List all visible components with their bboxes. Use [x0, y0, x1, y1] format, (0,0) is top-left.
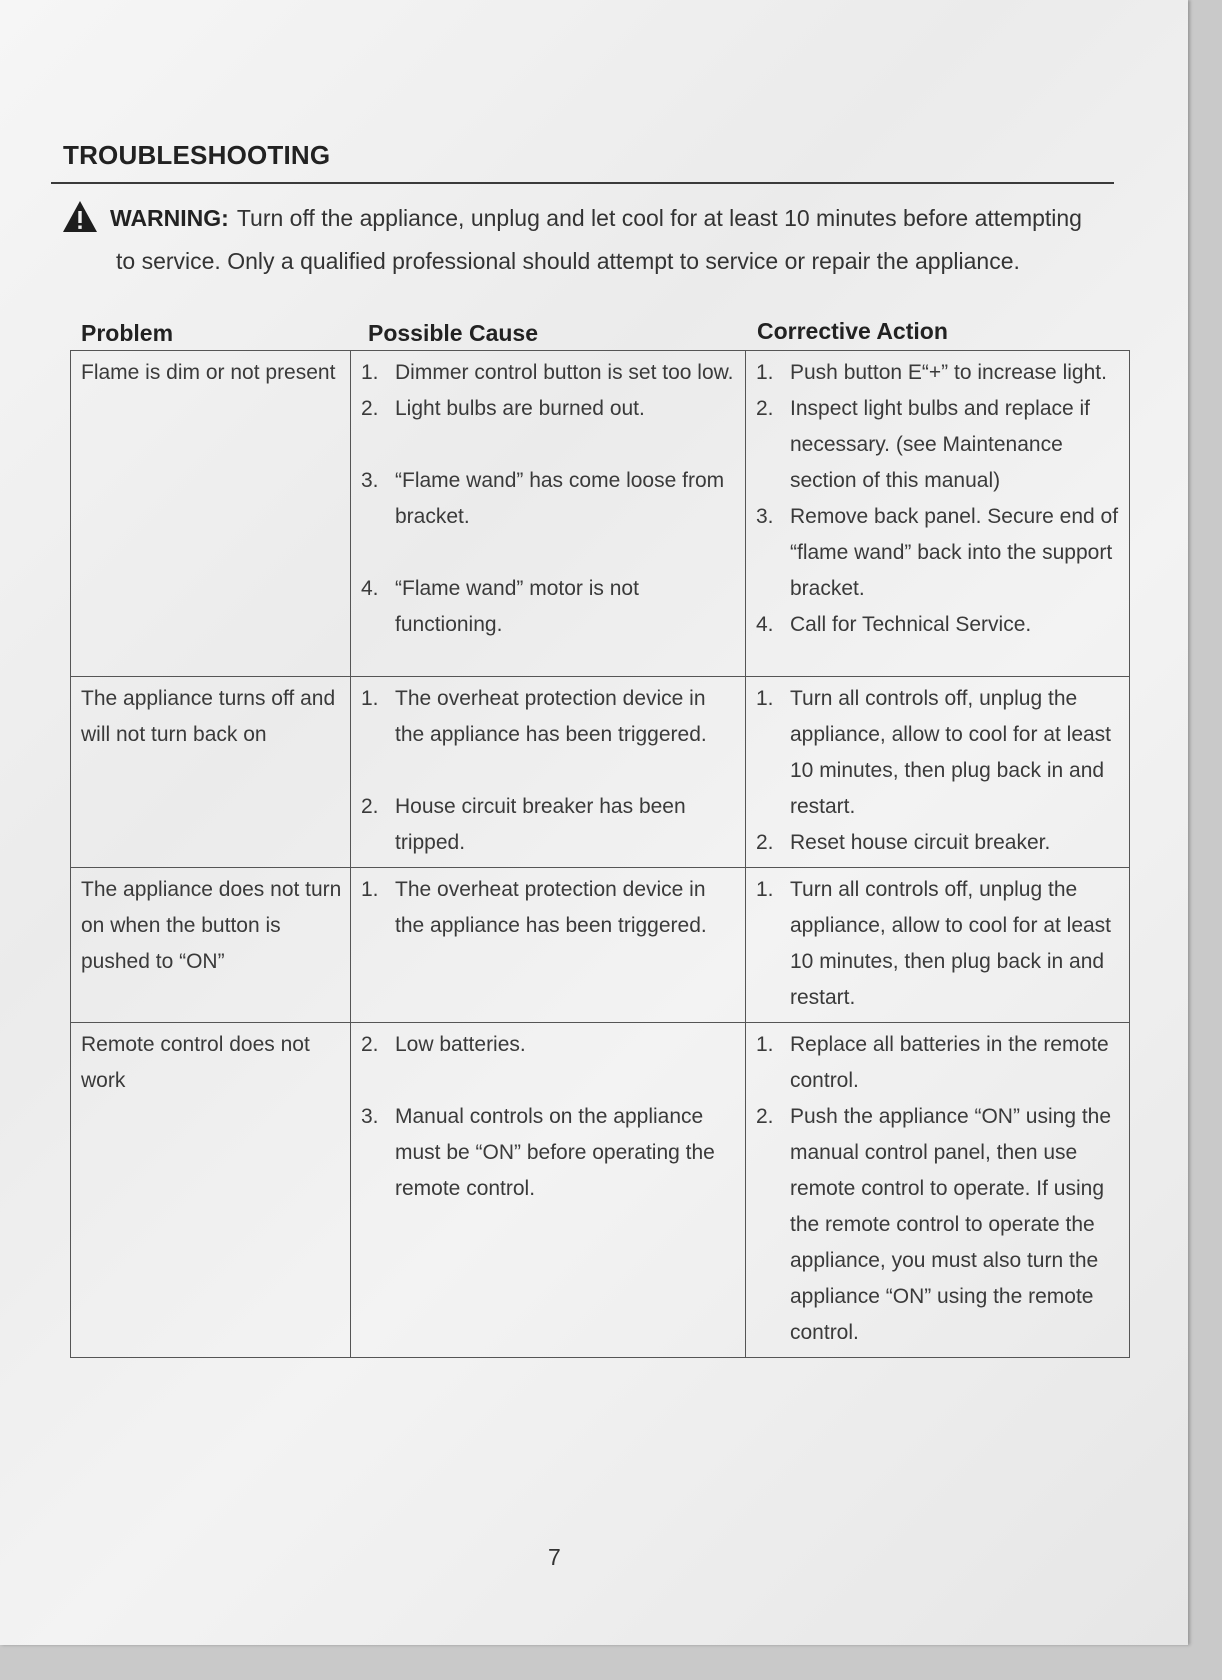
item-number: 1. [756, 878, 774, 901]
header-corrective-action: Corrective Action [757, 318, 948, 344]
item-text: Turn all controls off, unplug the appliance, allow to cool for at least 10 minutes, then plug back in and restart. [790, 878, 1112, 1009]
list-item [756, 391, 1121, 499]
item-text: The overheat protection device in the appliance has been triggered. [395, 687, 707, 746]
action-cell [746, 677, 1130, 868]
cause-cell [351, 677, 746, 868]
item-number: 1. [756, 361, 774, 384]
problem-cell: Remote control does not work [71, 1023, 351, 1358]
item-text: Inspect light bulbs and replace if necessary. (see Maintenance section of this manual) [790, 397, 1091, 492]
item-number: 3. [361, 1105, 379, 1128]
warning-text-1: Turn off the appliance, unplug and let cool for at least 10 minutes before attempting [236, 205, 1082, 231]
cause-cell [351, 1023, 746, 1358]
item-number: 2. [756, 831, 774, 854]
list-item [361, 355, 737, 391]
list-item [361, 1027, 737, 1063]
item-text: Manual controls on the appliance must be “ON” before operating the remote control. [395, 1105, 715, 1200]
problem-cell: The appliance does not turn on when the button is pushed to “ON” [71, 868, 351, 1023]
list-item [756, 681, 1121, 825]
warning-line-1 [110, 205, 1082, 232]
cause-cell [351, 868, 746, 1023]
table-row [71, 1023, 1130, 1358]
item-text: Push the appliance “ON” using the manual control panel, then use remote control to operate. If using the remote control to operate the appliance, you must also turn the appliance “ON” using the remote control. [790, 1105, 1112, 1344]
item-text: Push button E“+” to increase light. [790, 361, 1107, 384]
item-number: 3. [756, 505, 774, 528]
list-item [361, 571, 737, 643]
list-item [756, 1099, 1121, 1351]
list-item [361, 789, 737, 861]
warning-label: WARNING: [110, 205, 229, 231]
item-text: Low batteries. [395, 1033, 526, 1056]
item-number: 1. [361, 878, 379, 901]
header-problem: Problem [81, 320, 174, 346]
warning-icon [62, 200, 98, 233]
item-text: “Flame wand” motor is not functioning. [395, 577, 639, 636]
action-cell [746, 1023, 1130, 1358]
list-item [361, 463, 737, 535]
item-number: 2. [756, 397, 774, 420]
item-text: Remove back panel. Secure end of “flame wand” back into the support bracket. [790, 505, 1119, 600]
item-text: House circuit breaker has been tripped. [395, 795, 686, 854]
item-text: “Flame wand” has come loose from bracket. [395, 469, 725, 528]
action-cell [746, 351, 1130, 677]
item-number: 2. [361, 397, 379, 420]
item-number: 1. [361, 687, 379, 710]
page-heading: TROUBLESHOOTING [63, 140, 331, 170]
item-number: 3. [361, 469, 379, 492]
item-number: 1. [756, 687, 774, 710]
cause-cell [351, 351, 746, 677]
table-row [71, 677, 1130, 868]
item-number: 4. [756, 613, 774, 636]
troubleshooting-table [70, 350, 1130, 1358]
list-item [756, 825, 1121, 861]
item-number: 1. [361, 361, 379, 384]
header-possible-cause: Possible Cause [368, 320, 539, 346]
problem-cell: Flame is dim or not present [71, 351, 351, 677]
list-item [756, 355, 1121, 391]
list-item [361, 872, 737, 944]
item-number: 2. [756, 1105, 774, 1128]
list-item [756, 1027, 1121, 1099]
warning-line-2: to service. Only a qualified professional should attempt to service or repair the appliance. [116, 248, 1020, 274]
problem-cell: The appliance turns off and will not turn back on [71, 677, 351, 868]
item-number: 2. [361, 795, 379, 818]
table-row [71, 351, 1130, 677]
list-item [756, 872, 1121, 1016]
heading-rule [51, 182, 1114, 184]
list-item [361, 681, 737, 753]
item-number: 1. [756, 1033, 774, 1056]
item-text: The overheat protection device in the appliance has been triggered. [395, 878, 707, 937]
item-text: Replace all batteries in the remote control. [790, 1033, 1109, 1092]
action-cell [746, 868, 1130, 1023]
list-item [756, 499, 1121, 607]
item-number: 4. [361, 577, 379, 600]
item-text: Dimmer control button is set too low. [395, 361, 734, 384]
item-text: Reset house circuit breaker. [790, 831, 1051, 854]
list-item [361, 1099, 737, 1207]
list-item [361, 391, 737, 427]
item-number: 2. [361, 1033, 379, 1056]
list-item [756, 607, 1121, 643]
item-text: Turn all controls off, unplug the appliance, allow to cool for at least 10 minutes, then plug back in and restart. [790, 687, 1112, 818]
page-number: 7 [548, 1544, 561, 1570]
item-text: Call for Technical Service. [790, 613, 1032, 636]
item-text: Light bulbs are burned out. [395, 397, 645, 420]
table-row [71, 868, 1130, 1023]
